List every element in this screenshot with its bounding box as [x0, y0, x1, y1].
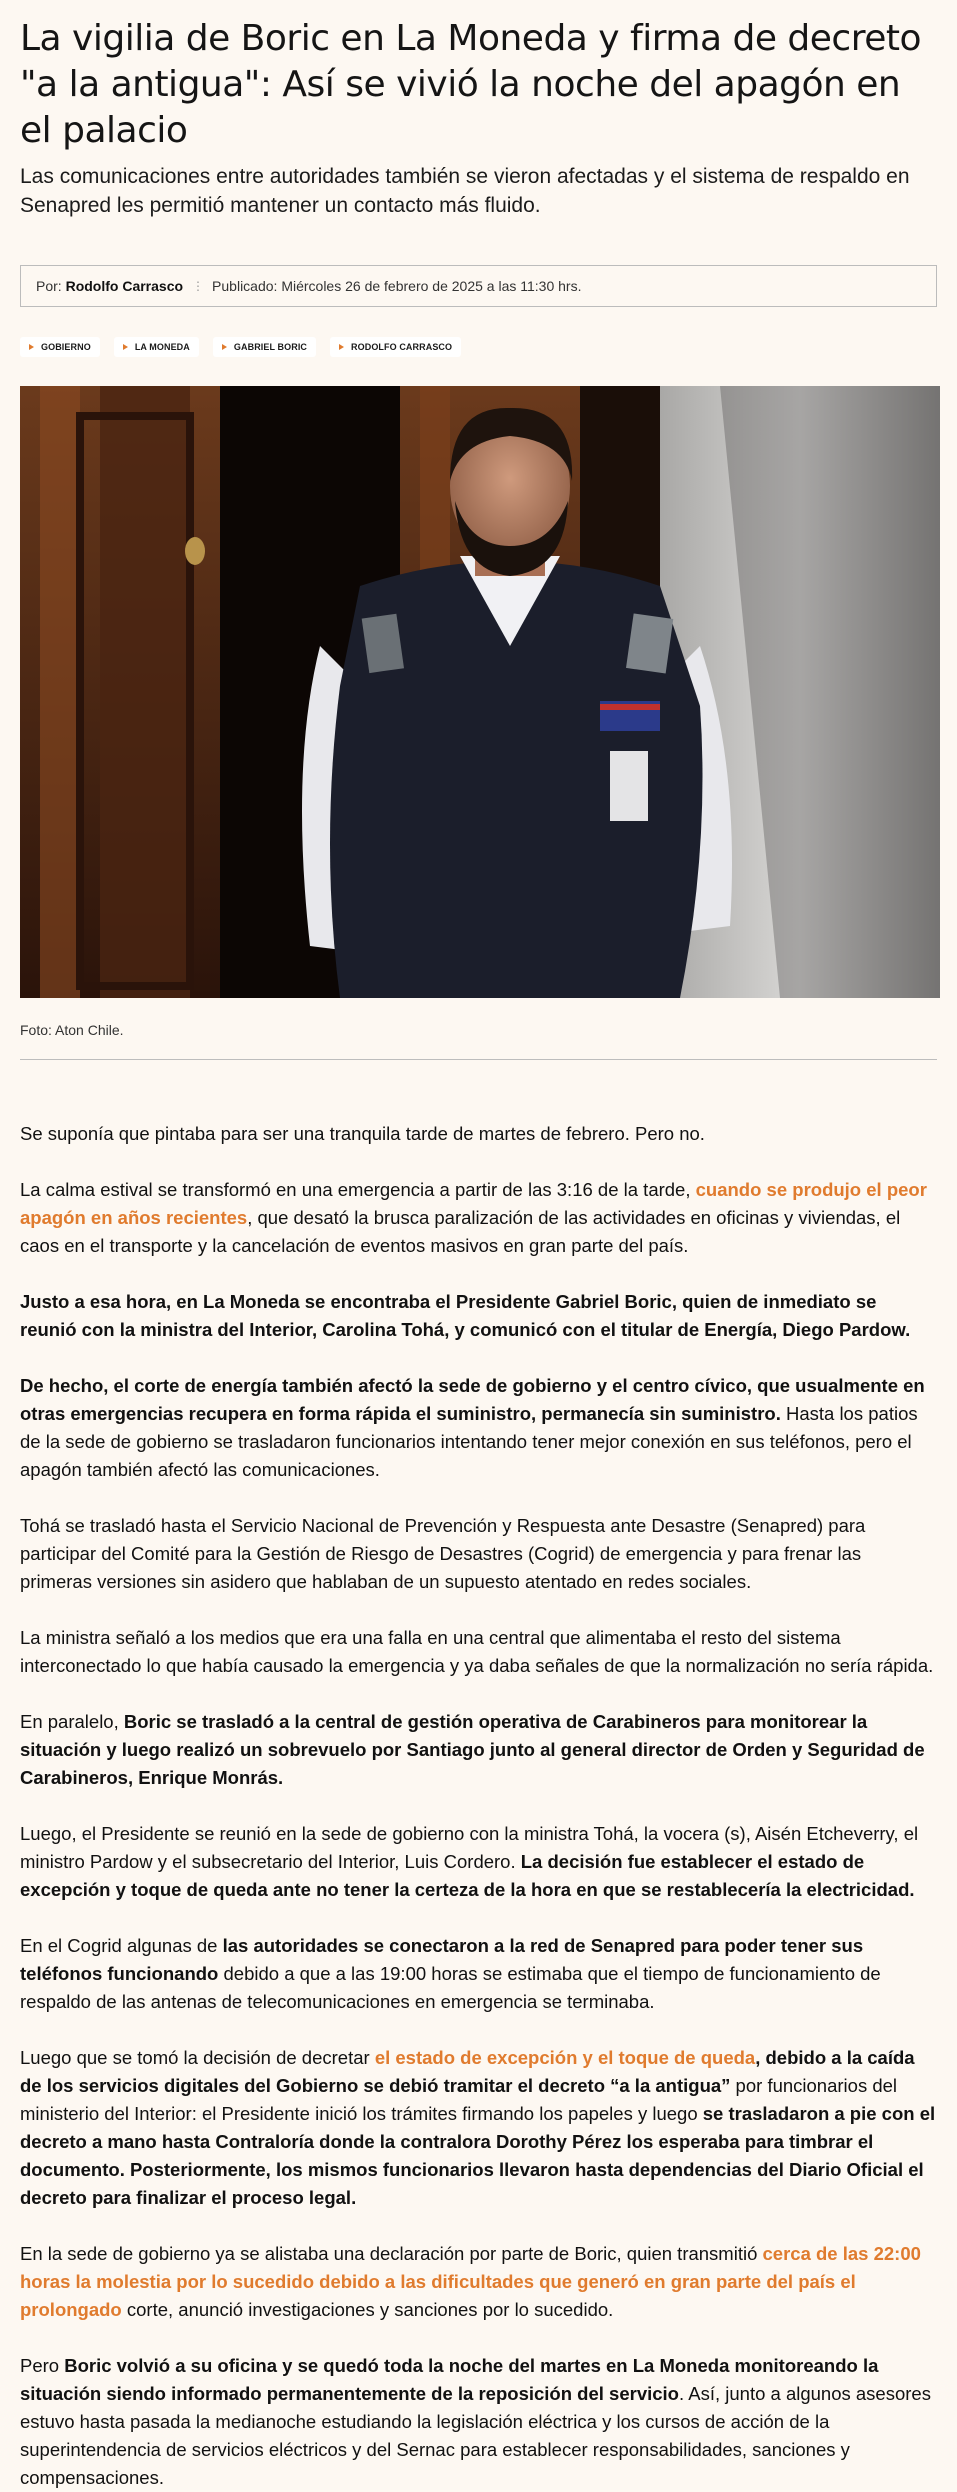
tag-label: LA MONEDA [134, 342, 190, 352]
tag-list [20, 337, 937, 357]
author-link[interactable]: Rodolfo Carrasco [65, 278, 184, 294]
author-prefix: Por: [36, 278, 62, 294]
paragraph-text: corte, anunció investigaciones y sanciones por lo sucedido. [121, 2299, 614, 2320]
tag-triangle-icon [29, 344, 34, 350]
tag-gobierno[interactable] [20, 337, 100, 357]
bold-text: Boric volvió a su oficina y se quedó toda la noche del martes en La Moneda monitoreando la situación siendo informado permanentemente de la reposición del servicio [20, 2355, 879, 2404]
paragraph-text: La calma estival se transformó en una emergencia a partir de las 3:16 de la tarde, [20, 1179, 696, 1200]
article-paragraph [20, 2240, 937, 2324]
inline-link[interactable]: cuando se produjo el peor apagón en años recientes [20, 1179, 927, 1228]
tag-label: RODOLFO CARRASCO [351, 342, 453, 352]
bold-text: Boric se trasladó a la central de gestión operativa de Carabineros para monitorear la situación y luego realizó un sobrevuelo por Santiago junto al general director de Orden y Seguridad de Carabineros, Enrique Monrás. [20, 1711, 925, 1788]
article-paragraph [20, 1512, 937, 1596]
bold-text: se trasladaron a pie con el decreto a mano hasta Contraloría donde la contralora Dorothy Pérez los esperaba para timbrar el documento. Posteriormente, los mismos funcionarios llevaron hasta dependencias del Diario Oficial el decreto para finalizar el proceso legal. [20, 2103, 936, 2208]
paragraph-text: En la sede de gobierno ya se alistaba una declaración por parte de Boric, quien transmitió [20, 2243, 763, 2264]
paragraph-text: Se suponía que pintaba para ser una tranquila tarde de martes de febrero. Pero no. [20, 1123, 705, 1144]
tag-rodolfo-carrasco[interactable] [330, 337, 461, 357]
bold-text: Justo a esa hora, en La Moneda se encontraba el Presidente Gabriel Boric, quien de inmediato se reunió con la ministra del Interior, Carolina Tohá, y comunicó con el titular de Energía, Diego Pardow. [20, 1291, 911, 1340]
article-paragraph [20, 1708, 937, 1792]
article-paragraph [20, 2352, 937, 2492]
publish-date: Publicado: Miércoles 26 de febrero de 2025 a las 11:30 hrs. [212, 278, 582, 294]
paragraph-text: por funcionarios del ministerio del Interior: el Presidente inició los trámites firmando los papeles y luego [20, 2075, 898, 2124]
divider [20, 1059, 937, 1060]
bold-text: , debido a la caída de los servicios digitales del Gobierno se debió tramitar el decreto “a la antigua” [20, 2047, 915, 2096]
paragraph-text: Hasta los patios de la sede de gobierno se trasladaron funcionarios intentando tener mejor conexión en sus teléfonos, pero el apagón también afectó las comunicaciones. [20, 1403, 918, 1480]
bold-text: La decisión fue establecer el estado de excepción y toque de queda ante no tener la certeza de la hora en que se restablecería la electricidad. [20, 1851, 915, 1900]
article-paragraph [20, 1176, 937, 1260]
paragraph-text: En el Cogrid algunas de [20, 1935, 223, 1956]
tag-gabriel-boric[interactable] [213, 337, 316, 357]
paragraph-text: debido a que a las 19:00 horas se estimaba que el tiempo de funcionamiento de respaldo de las antenas de telecomunicaciones en emergencia se terminaba. [20, 1963, 881, 2012]
article-paragraph [20, 1624, 937, 1680]
bold-text: De hecho, el corte de energía también afectó la sede de gobierno y el centro cívico, que usualmente en otras emergencias recupera en forma rápida el suministro, permanecía sin suministro. [20, 1375, 925, 1424]
inline-link[interactable]: cerca de las 22:00 horas la molestia por lo sucedido debido a las dificultades que generó en gran parte del país el prolongado [20, 2243, 921, 2320]
paragraph-text: La ministra señaló a los medios que era una falla en una central que alimentaba el resto del sistema interconectado lo que había causado la emergencia y ya daba señales de que la normalización no sería rápida. [20, 1627, 934, 1676]
article-subtitle: Las comunicaciones entre autoridades también se vieron afectadas y el sistema de respaldo en Senapred les permitió mantener un contacto más fluido. [20, 165, 910, 217]
tag-la-moneda[interactable] [114, 337, 199, 357]
paragraph-text: Luego, el Presidente se reunió en la sede de gobierno con la ministra Tohá, la vocera (s), Aisén Etcheverry, el ministro Pardow y el subsecretario del Interior, Luis Cordero. [20, 1823, 919, 1872]
paragraph-text: . Así, junto a algunos asesores estuvo hasta pasada la medianoche estudiando la legislación eléctrica y los cursos de acción de la superintendencia de servicios eléctricos y del Sernac para establecer responsabilidades, sanciones y compensaciones. [20, 2383, 931, 2488]
article-paragraph [20, 1932, 937, 2016]
tag-triangle-icon [339, 344, 344, 350]
article-photo [20, 386, 940, 998]
bold-text: las autoridades se conectaron a la red de Senapred para poder tener sus teléfonos funcionando [20, 1935, 864, 1984]
article-paragraph [20, 1372, 937, 1484]
tag-label: GOBIERNO [41, 342, 91, 352]
byline-separator: ⋮ [192, 279, 204, 293]
article-paragraph [20, 1820, 937, 1904]
inline-link[interactable]: el estado de excepción y el toque de queda [374, 2047, 756, 2068]
paragraph-text: En paralelo, [20, 1711, 124, 1732]
paragraph-text: Luego que se tomó la decisión de decretar [20, 2047, 375, 2068]
article-paragraph [20, 2044, 937, 2212]
photo-caption: Foto: Aton Chile. [20, 1022, 124, 1038]
article-paragraph [20, 1120, 937, 1148]
article-body [20, 1120, 937, 2492]
byline [20, 265, 937, 307]
paragraph-text: Tohá se trasladó hasta el Servicio Nacional de Prevención y Respuesta ante Desastre (Senapred) para participar del Comité para la Gestión de Riesgo de Desastres (Cogrid) de emergencia y para frenar las primeras versiones sin asidero que hablaban de un supuesto atentado en redes sociales. [20, 1515, 866, 1592]
tag-triangle-icon [123, 344, 128, 350]
article-title: La vigilia de Boric en La Moneda y firma de decreto "a la antigua": Así se vivió la noche del apagón en el palacio [20, 18, 922, 151]
article-paragraph [20, 1288, 937, 1344]
paragraph-text: , que desató la brusca paralización de las actividades en oficinas y viviendas, el caos en el transporte y la cancelación de eventos masivos en gran parte del país. [20, 1207, 901, 1256]
tag-triangle-icon [222, 344, 227, 350]
tag-label: GABRIEL BORIC [233, 342, 308, 352]
paragraph-text: Pero [20, 2355, 65, 2376]
